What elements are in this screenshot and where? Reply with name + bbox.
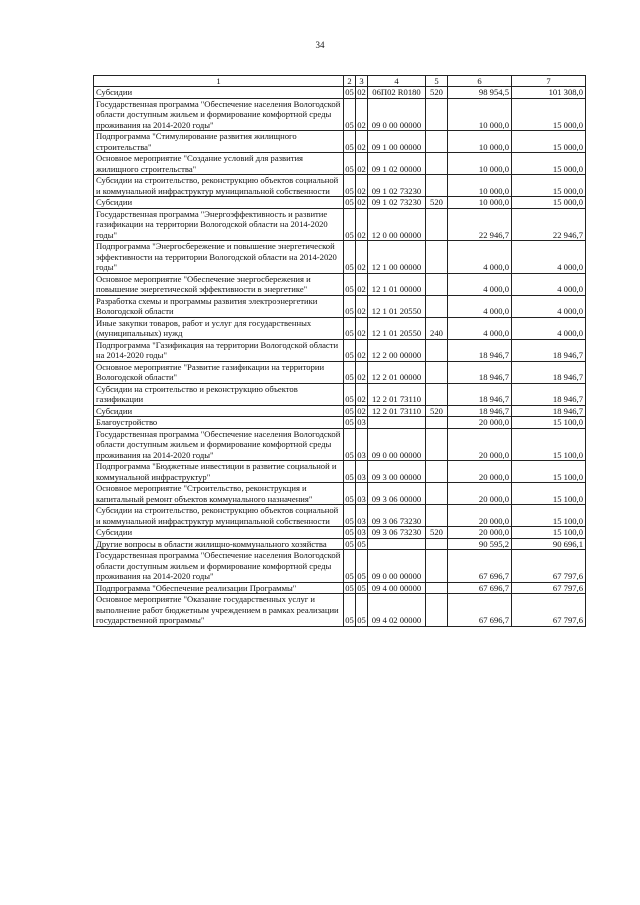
amount-col-6: 10 000,0	[448, 98, 512, 131]
amount-col-7: 67 797,6	[512, 594, 586, 627]
subsection-code: 03	[356, 461, 368, 483]
target-article-code: 09 1 02 73230	[368, 197, 426, 209]
header-col-4: 4	[368, 76, 426, 87]
amount-col-7: 15 000,0	[512, 131, 586, 153]
section-code: 05	[345, 538, 354, 549]
row-name: Подпрограмма "Обеспечение реализации Программы"	[94, 582, 344, 594]
table-row	[94, 505, 586, 527]
section-code: 05	[344, 273, 356, 295]
table-row	[94, 461, 586, 483]
subsection-code: 02	[356, 273, 368, 295]
section-code: 05	[344, 505, 356, 527]
section-code: 05	[344, 428, 356, 461]
header-row	[94, 76, 586, 87]
target-article-code: 12 1 01 00000	[368, 273, 426, 295]
amount-col-7: 15 100,0	[512, 461, 586, 483]
header-col-5: 5	[426, 76, 448, 87]
subsection-code: 05	[357, 538, 366, 549]
expense-type-code	[426, 273, 448, 295]
table-row	[94, 383, 586, 405]
row-name: Подпрограмма "Бюджетные инвестиции в развитие социальной и коммунальной инфраструктур"	[94, 461, 344, 483]
amount-col-6: 20 000,0	[448, 505, 512, 527]
expense-type-code	[426, 550, 448, 583]
expense-type-code: 520	[426, 527, 448, 539]
target-article-code: 09 3 00 00000	[368, 461, 426, 483]
expense-type-code: 520	[426, 87, 448, 99]
expense-type-code	[426, 98, 448, 131]
section-code: 05	[344, 461, 356, 483]
expense-type-code	[426, 417, 448, 429]
subsection-code: 02	[357, 87, 366, 97]
target-article-code: 09 3 06 00000	[368, 483, 426, 505]
expense-type-code	[426, 153, 448, 175]
row-name: Подпрограмма "Газификация на территории Вологодской области на 2014-2020 годы"	[94, 339, 344, 361]
table-row	[94, 153, 586, 175]
amount-col-7: 18 946,7	[512, 361, 586, 383]
expense-type-code	[426, 131, 448, 153]
table-row	[94, 273, 586, 295]
amount-col-6: 20 000,0	[448, 461, 512, 483]
target-article-code: 09 4 02 00000	[368, 594, 426, 627]
section-code: 05	[345, 527, 354, 537]
expense-type-code	[426, 461, 448, 483]
expense-type-code: 240	[426, 317, 448, 339]
table-row	[94, 197, 586, 209]
expense-type-code	[426, 582, 448, 594]
target-article-code: 12 1 01 20550	[368, 317, 426, 339]
amount-col-6: 20 000,0	[448, 483, 512, 505]
row-name: Субсидии на строительство, реконструкцию объектов социальной и коммунальной инфраструктур муниципальной собственности	[94, 505, 344, 527]
expense-type-code	[426, 361, 448, 383]
amount-col-7: 67 797,6	[512, 582, 586, 594]
amount-col-6: 20 000,0	[448, 527, 512, 539]
table-row	[94, 428, 586, 461]
expense-type-code	[426, 295, 448, 317]
row-name: Разработка схемы и программы развития электроэнергетики Вологодской области	[94, 295, 344, 317]
table-row	[94, 98, 586, 131]
header-col-6: 6	[448, 76, 512, 87]
table-row	[94, 175, 586, 197]
amount-col-7: 4 000,0	[512, 273, 586, 295]
subsection-code: 02	[356, 295, 368, 317]
amount-col-6: 10 000,0	[448, 131, 512, 153]
subsection-code: 03	[357, 527, 366, 537]
target-article-code: 12 1 00 00000	[368, 241, 426, 274]
amount-col-7: 15 100,0	[512, 417, 586, 429]
subsection-code: 02	[357, 197, 366, 207]
amount-col-6: 67 696,7	[448, 550, 512, 583]
section-code: 05	[344, 594, 356, 627]
section-code: 05	[344, 361, 356, 383]
expense-type-code	[426, 483, 448, 505]
target-article-code: 12 2 01 00000	[368, 361, 426, 383]
page-number: 34	[315, 40, 325, 50]
target-article-code: 12 0 00 00000	[368, 208, 426, 241]
header-col-3: 3	[356, 76, 368, 87]
section-code: 05	[344, 550, 356, 583]
subsection-code: 02	[356, 361, 368, 383]
target-article-code: 12 2 01 73110	[368, 405, 426, 417]
amount-col-7: 18 946,7	[512, 339, 586, 361]
amount-col-6: 10 000,0	[448, 175, 512, 197]
amount-col-6: 10 000,0	[448, 153, 512, 175]
target-article-code: 09 0 00 00000	[368, 550, 426, 583]
subsection-code: 03	[356, 428, 368, 461]
section-code: 05	[344, 175, 356, 197]
section-code: 05	[345, 197, 354, 207]
expense-type-code	[426, 428, 448, 461]
row-name: Государственная программа "Энергоэффективность и развитие газификации на территории Вологодской области на 2014-2020 годы"	[94, 208, 344, 241]
amount-col-7: 4 000,0	[512, 295, 586, 317]
amount-col-6: 67 696,7	[448, 582, 512, 594]
row-name: Субсидии	[94, 527, 344, 539]
expense-type-code	[426, 208, 448, 241]
expense-type-code	[426, 175, 448, 197]
amount-col-7: 18 946,7	[512, 405, 586, 417]
subsection-code: 02	[356, 241, 368, 274]
subsection-code: 02	[356, 131, 368, 153]
row-name: Основное мероприятие "Развитие газификации на территории Вологодской области"	[94, 361, 344, 383]
target-article-code: 09 3 06 73230	[368, 505, 426, 527]
target-article-code: 09 0 00 00000	[368, 98, 426, 131]
table-row	[94, 241, 586, 274]
subsection-code: 02	[356, 175, 368, 197]
subsection-code: 02	[356, 208, 368, 241]
amount-col-7: 15 000,0	[512, 197, 586, 209]
subsection-code: 02	[356, 98, 368, 131]
amount-col-7: 90 696,1	[512, 538, 586, 550]
subsection-code: 05	[357, 582, 366, 593]
section-code: 05	[344, 98, 356, 131]
row-name: Другие вопросы в области жилищно-коммунального хозяйства	[94, 538, 344, 550]
row-name: Благоустройство	[94, 417, 344, 429]
subsection-code: 03	[357, 417, 366, 427]
row-name: Основное мероприятие "Строительство, реконструкция и капитальный ремонт объектов коммунального назначения"	[94, 483, 344, 505]
target-article-code: 09 1 02 00000	[368, 153, 426, 175]
amount-col-6: 22 946,7	[448, 208, 512, 241]
amount-col-7: 15 100,0	[512, 527, 586, 539]
amount-col-7: 101 308,0	[512, 87, 586, 99]
amount-col-7: 15 000,0	[512, 175, 586, 197]
row-name: Субсидии	[94, 405, 344, 417]
expense-type-code	[426, 505, 448, 527]
row-name: Государственная программа "Обеспечение населения Вологодской области доступным жильем и формирование комфортной среды проживания на 2014-2020 годы"	[94, 550, 344, 583]
section-code: 05	[344, 131, 356, 153]
row-name: Субсидии	[94, 87, 344, 99]
target-article-code: 09 0 00 00000	[368, 428, 426, 461]
table-row	[94, 339, 586, 361]
row-name: Государственная программа "Обеспечение населения Вологодской области доступным жильем и формирование комфортной среды проживания на 2014-2020 годы"	[94, 98, 344, 131]
target-article-code: 09 4 00 00000	[368, 582, 426, 594]
row-name: Основное мероприятие "Оказание государственных услуг и выполнение работ бюджетным учреждением в рамках реализации государственной программы"	[94, 594, 344, 627]
section-code: 05	[345, 582, 354, 593]
section-code: 05	[344, 295, 356, 317]
table-row	[94, 483, 586, 505]
table-row	[94, 361, 586, 383]
amount-col-6: 20 000,0	[448, 428, 512, 461]
target-article-code	[368, 417, 426, 429]
amount-col-6: 10 000,0	[448, 197, 512, 209]
amount-col-7: 15 100,0	[512, 505, 586, 527]
subsection-code: 02	[356, 383, 368, 405]
subsection-code: 02	[356, 317, 368, 339]
row-name: Подпрограмма "Стимулирование развития жилищного строительства"	[94, 131, 344, 153]
table-row	[94, 527, 586, 539]
amount-col-6: 18 946,7	[448, 361, 512, 383]
table-row	[94, 131, 586, 153]
amount-col-7: 4 000,0	[512, 241, 586, 274]
subsection-code: 02	[356, 339, 368, 361]
row-name: Основное мероприятие "Обеспечение энергосбережения и повышение энергетической эффективности в энергетике"	[94, 273, 344, 295]
table-row	[94, 317, 586, 339]
amount-col-6: 98 954,5	[448, 87, 512, 99]
amount-col-7: 15 000,0	[512, 153, 586, 175]
subsection-code: 02	[357, 405, 366, 416]
subsection-code: 03	[356, 505, 368, 527]
table-row	[94, 208, 586, 241]
table-row	[94, 295, 586, 317]
amount-col-6: 18 946,7	[448, 405, 512, 417]
section-code: 05	[344, 483, 356, 505]
expense-type-code	[426, 339, 448, 361]
amount-col-7: 4 000,0	[512, 317, 586, 339]
budget-table	[93, 75, 586, 627]
subsection-code: 05	[356, 594, 368, 627]
section-code: 05	[344, 153, 356, 175]
expense-type-code	[426, 241, 448, 274]
expense-type-code	[426, 538, 448, 550]
table-row	[94, 582, 586, 594]
header-col-1: 1	[94, 76, 344, 87]
amount-col-6: 4 000,0	[448, 273, 512, 295]
target-article-code: 12 1 01 20550	[368, 295, 426, 317]
amount-col-7: 67 797,6	[512, 550, 586, 583]
table-row	[94, 405, 586, 417]
target-article-code: 12 2 00 00000	[368, 339, 426, 361]
row-name: Иные закупки товаров, работ и услуг для государственных (муниципальных) нужд	[94, 317, 344, 339]
amount-col-7: 18 946,7	[512, 383, 586, 405]
section-code: 05	[345, 405, 354, 416]
row-name: Субсидии на строительство, реконструкцию объектов социальной и коммунальной инфраструктур муниципальной собственности	[94, 175, 344, 197]
section-code: 05	[345, 417, 354, 427]
section-code: 05	[344, 339, 356, 361]
row-name: Субсидии на строительство и реконструкцию объектов газификации	[94, 383, 344, 405]
table-body	[94, 87, 586, 627]
section-code: 05	[344, 317, 356, 339]
target-article-code: 12 2 01 73110	[368, 383, 426, 405]
amount-col-6: 4 000,0	[448, 295, 512, 317]
section-code: 05	[345, 87, 354, 97]
target-article-code	[368, 538, 426, 550]
table-row	[94, 538, 586, 550]
amount-col-7: 15 100,0	[512, 483, 586, 505]
amount-col-6: 20 000,0	[448, 417, 512, 429]
subsection-code: 05	[356, 550, 368, 583]
header-col-2: 2	[344, 76, 356, 87]
section-code: 05	[344, 241, 356, 274]
target-article-code: 09 1 02 73230	[368, 175, 426, 197]
amount-col-7: 15 000,0	[512, 98, 586, 131]
expense-type-code	[426, 383, 448, 405]
table-row	[94, 594, 586, 627]
section-code: 05	[344, 383, 356, 405]
row-name: Подпрограмма "Энергосбережение и повышение энергетической эффективности на территории Вологодской области на 2014-2020 годы"	[94, 241, 344, 274]
amount-col-6: 90 595,2	[448, 538, 512, 550]
amount-col-6: 4 000,0	[448, 241, 512, 274]
target-article-code: 06П02 R0180	[368, 87, 426, 99]
subsection-code: 03	[356, 483, 368, 505]
table-row	[94, 87, 586, 99]
subsection-code: 02	[356, 153, 368, 175]
amount-col-6: 18 946,7	[448, 383, 512, 405]
target-article-code: 09 1 00 00000	[368, 131, 426, 153]
row-name: Основное мероприятие "Создание условий для развития жилищного строительства"	[94, 153, 344, 175]
amount-col-6: 67 696,7	[448, 594, 512, 627]
expense-type-code: 520	[426, 405, 448, 417]
table-row	[94, 417, 586, 429]
amount-col-6: 4 000,0	[448, 317, 512, 339]
table-row	[94, 550, 586, 583]
header-col-7: 7	[512, 76, 586, 87]
expense-type-code: 520	[426, 197, 448, 209]
amount-col-7: 15 100,0	[512, 428, 586, 461]
amount-col-7: 22 946,7	[512, 208, 586, 241]
row-name: Субсидии	[94, 197, 344, 209]
section-code: 05	[344, 208, 356, 241]
expense-type-code	[426, 594, 448, 627]
row-name: Государственная программа "Обеспечение населения Вологодской области доступным жильем и формирование комфортной среды проживания на 2014-2020 годы"	[94, 428, 344, 461]
target-article-code: 09 3 06 73230	[368, 527, 426, 539]
amount-col-6: 18 946,7	[448, 339, 512, 361]
